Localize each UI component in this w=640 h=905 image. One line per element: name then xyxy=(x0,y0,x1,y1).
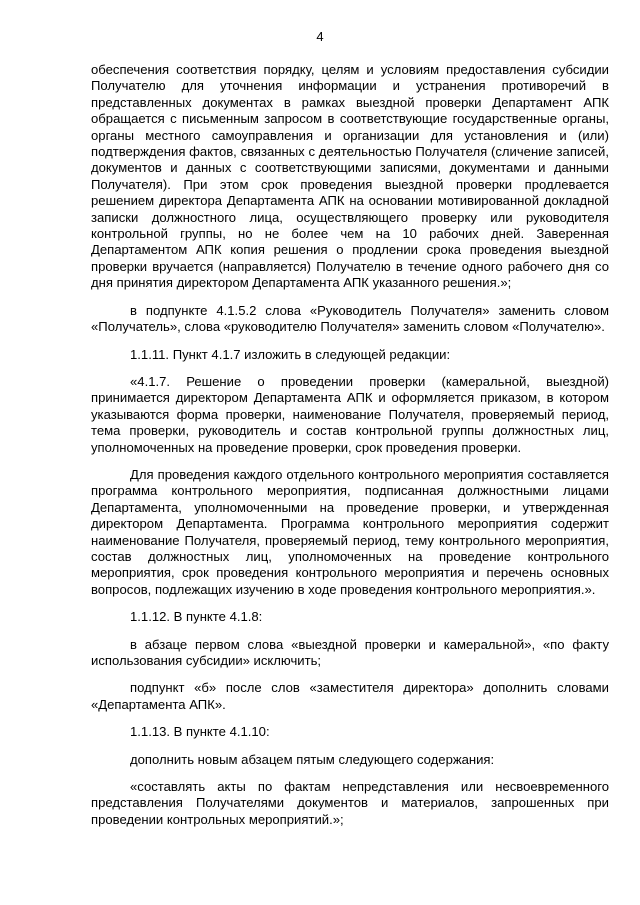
paragraph: Для проведения каждого отдельного контрольного мероприятия составляется программа контрольного мероприятия, подписанная должностными лицами Департамента, уполномоченными на проведение проверки, и утвержденная директором Департамента. Программа контрольного мероприятия содержит наименование Получателя, проверяемый период, тему контрольного мероприятия, состав должностных лиц, уполномоченных на проведение контрольного мероприятия, срок проведения контрольного мероприятия и перечень основных вопросов, подлежащих изучению в ходе проведения контрольного мероприятия.». xyxy=(91,466,609,597)
paragraph: «4.1.7. Решение о проведении проверки (камеральной, выездной) принимается директором Департамента АПК и оформляется приказом, в котором указываются форма проверки, наименование Получателя, проверяемый период, тема проверки, руководитель и состав контрольной группы должностных лиц, уполномоченных на проведение проверки, срок проведения проверки. xyxy=(91,373,609,455)
paragraph-continuation: обеспечения соответствия порядку, целям и условиям предоставления субсидии Получателю для уточнения информации и устранения противоречий в представленных документах в рамках выездной проверки Департамент АПК обращается с письменным запросом в соответствующие государственные органы, органы местного самоуправления и организации для установления и (или) подтверждения фактов, связанных с деятельностью Получателя (сличение записей, документов и данных с соответствующими записями, документами и данными Получателя). При этом срок проведения выездной проверки продлевается решением директора Департамента АПК на основании мотивированной докладной записки должностного лица, осуществляющего проверку или руководителя контрольной группы, но не более чем на 10 рабочих дней. Заверенная Департаментом АПК копия решения о продлении срока проведения выездной проверки вручается (направляется) Получателю в течение одного рабочего дня со дня принятия директором Департамента АПК указанного решения.»; xyxy=(91,62,609,291)
paragraph: 1.1.12. В пункте 4.1.8: xyxy=(130,609,263,625)
paragraph: в подпункте 4.1.5.2 слова «Руководитель Получателя» заменить словом «Получатель», слова «руководителю Получателя» заменить словом «Получателю». xyxy=(91,302,609,335)
paragraph: 1.1.13. В пункте 4.1.10: xyxy=(130,724,270,740)
paragraph: подпункт «б» после слов «заместителя директора» дополнить словами «Департамента АПК». xyxy=(91,680,609,712)
paragraph: дополнить новым абзацем пятым следующего содержания: xyxy=(130,751,495,767)
document-body xyxy=(91,62,609,839)
page-number: 4 xyxy=(316,29,324,44)
paragraph: «составлять акты по фактам непредставления или несвоевременного представления Получателями документов и материалов, запрошенных при проведении контрольных мероприятий.»; xyxy=(91,779,609,827)
paragraph: в абзаце первом слова «выездной проверки и камеральной», «по факту использования субсидии» исключить; xyxy=(91,636,609,668)
paragraph: 1.1.11. Пункт 4.1.7 изложить в следующей редакции: xyxy=(130,346,451,362)
